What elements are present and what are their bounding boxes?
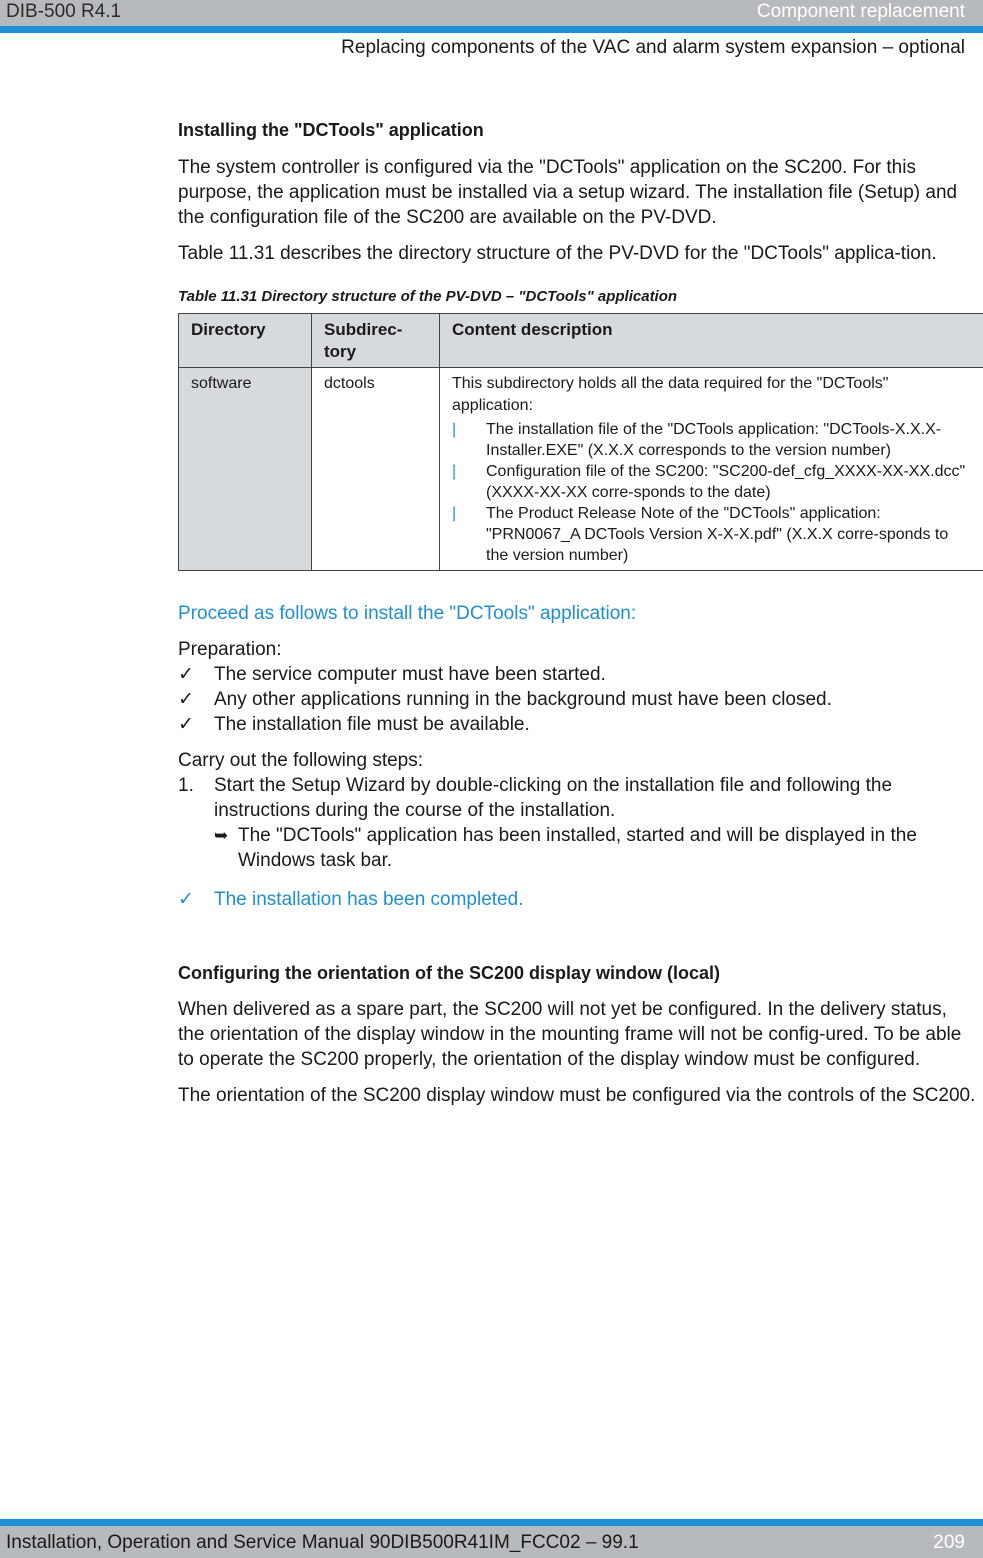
step-item [178, 773, 978, 823]
check-icon: ✓ [178, 664, 194, 685]
list-item-text: Configuration file of the SC200: "SC200-def_cfg_XXXX-XX-XX.dcc" (XXXX-XX-XX corre-sponds to the date) [486, 463, 966, 501]
step-number: 1. [178, 775, 194, 796]
steps-list [178, 773, 978, 823]
table-reference-paragraph: Table 11.31 describes the directory structure of the PV-DVD for the "DCTools" applica-tion. [178, 243, 937, 264]
content-list [452, 419, 971, 566]
table-header-row [179, 314, 983, 368]
doc-id: DIB-500 R4.1 [6, 1, 122, 22]
completion-note [178, 887, 978, 912]
footer-manual-title: Installation, Operation and Service Manual 90DIB500R41IM_FCC02 – 99.1 [6, 1532, 639, 1553]
cell-subdirectory: dctools [312, 368, 440, 571]
list-item-text: The installation file of the "DCTools application: "DCTools-X.X.X-Installer.EXE" (X.X.X corresponds to the version number) [486, 421, 942, 459]
col-directory: Directory [179, 314, 312, 368]
check-icon: ✓ [178, 714, 194, 735]
preparation-label: Preparation: [178, 639, 282, 660]
list-item-text: The installation file must be available. [214, 714, 530, 735]
steps-label: Carry out the following steps: [178, 750, 424, 771]
orientation-paragraph-2: The orientation of the SC200 display window must be configured via the controls of the SC200. [178, 1085, 976, 1106]
cell-directory: software [179, 368, 312, 571]
result-arrow-icon: ➥ [214, 826, 229, 845]
cell-content [440, 368, 983, 571]
list-item [452, 419, 971, 461]
page-content [178, 120, 978, 1108]
section-heading-orientation: Configuring the orientation of the SC200 display window (local) [178, 963, 721, 983]
result-text: The "DCTools" application has been installed, started and will be displayed in the Windows task bar. [238, 825, 917, 871]
bullet-bar-icon: | [452, 463, 457, 480]
section-heading-install: Installing the "DCTools" application [178, 120, 484, 140]
completion-text: The installation has been completed. [214, 889, 524, 910]
procedure-intro: Proceed as follows to install the "DCTools" application: [178, 603, 637, 624]
table-caption: Table 11.31 Directory structure of the PV-DVD – "DCTools" application [178, 288, 678, 305]
section-subtitle: Replacing components of the VAC and alarm system expansion – optional [341, 37, 965, 58]
check-icon: ✓ [178, 889, 194, 910]
list-item [178, 662, 978, 687]
footer-rule [0, 1519, 983, 1526]
bullet-bar-icon: | [452, 505, 457, 522]
cell-intro: This subdirectory holds all the data required for the "DCTools" application: [452, 375, 889, 414]
page-number: 209 [933, 1532, 965, 1553]
list-item [178, 712, 978, 737]
col-content-description: Content description [440, 314, 983, 368]
chapter-title: Component replacement [756, 1, 965, 22]
check-icon: ✓ [178, 689, 194, 710]
list-item-text: Any other applications running in the background must have been closed. [214, 689, 832, 710]
intro-paragraph: The system controller is configured via the "DCTools" application on the SC200. For this purpose, the application must be installed via a setup wizard. The installation file (Setup) and the configuration file of the SC200 are available on the PV-DVD. [178, 157, 958, 228]
list-item [178, 687, 978, 712]
table-row [179, 368, 983, 571]
col-subdirectory: Subdirec-tory [312, 314, 440, 368]
list-item [452, 503, 971, 566]
bullet-bar-icon: | [452, 421, 457, 438]
list-item-text: The Product Release Note of the "DCTools" application: "PRN0067_A DCTools Version X-X-X.pdf" (X.X.X corre-sponds to the version number) [486, 505, 949, 564]
list-item-text: The service computer must have been started. [214, 664, 606, 685]
header-rule [0, 26, 983, 33]
step-text: Start the Setup Wizard by double-clicking on the installation file and following the instructions during the course of the installation. [214, 775, 893, 821]
directory-table [178, 313, 983, 571]
list-item [452, 461, 971, 503]
step-result [214, 823, 978, 873]
preparation-list [178, 662, 978, 737]
orientation-paragraph-1: When delivered as a spare part, the SC200 will not yet be configured. In the delivery status, the orientation of the display window in the mounting frame will not be config-ured. To be able to operate the SC200 properly, the orientation of the display window must be configured. [178, 999, 962, 1070]
